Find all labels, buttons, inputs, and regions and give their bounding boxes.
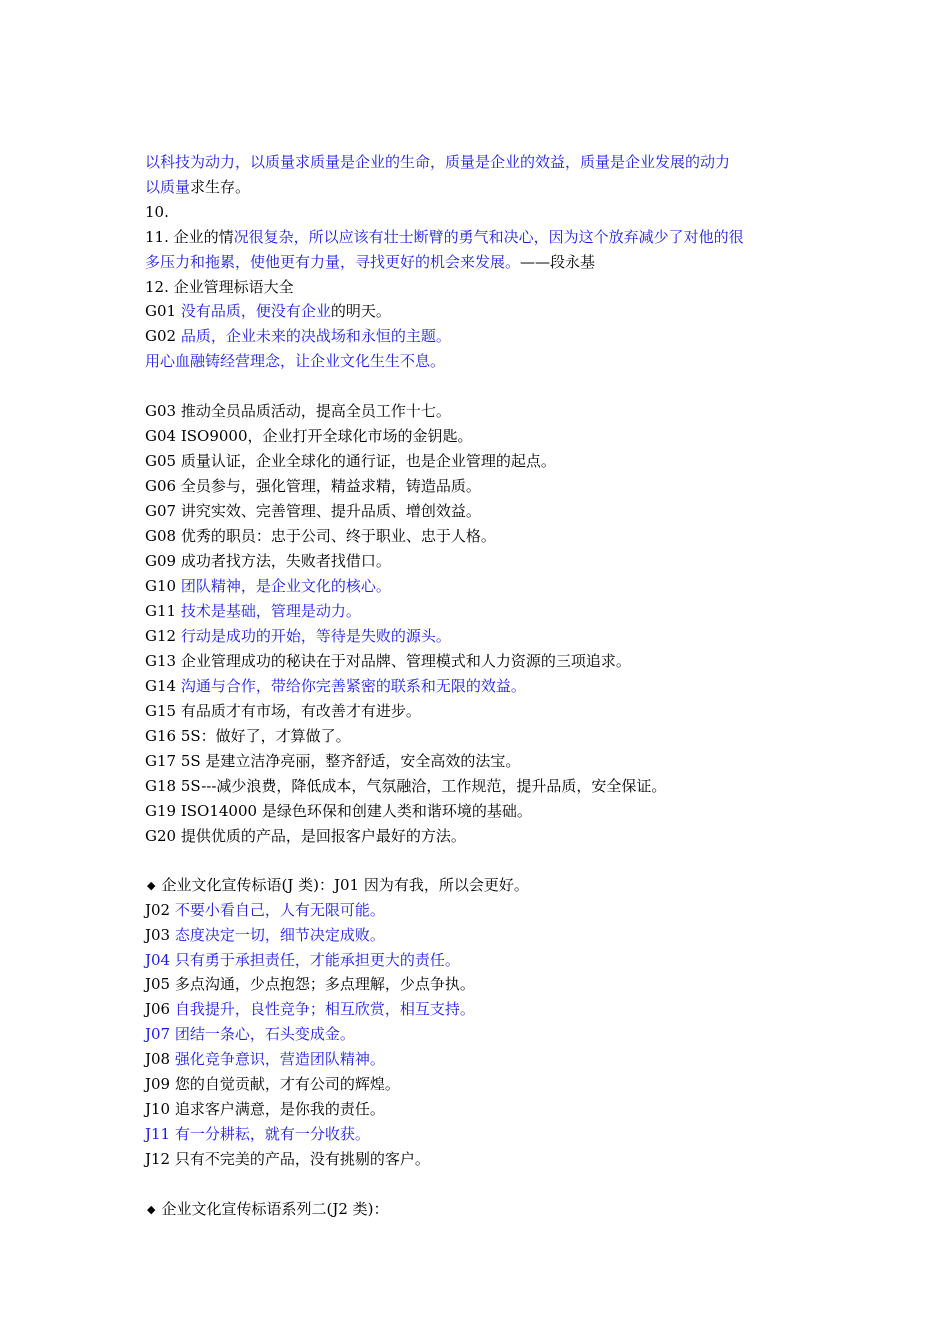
text-line	[145, 873, 529, 898]
text-segment: J02	[145, 901, 175, 919]
text-line	[145, 624, 451, 649]
text-line	[145, 449, 556, 474]
text-segment: 的明天。	[330, 302, 391, 320]
text-line	[145, 1197, 389, 1222]
text-line	[145, 898, 385, 923]
text-segment: 企业文化宣传标语系列二(J2 类)：	[161, 1200, 389, 1218]
text-segment: J08	[145, 1050, 175, 1068]
text-segment: J05 多点沟通，少点抱怨；多点理解，少点争执。	[145, 975, 475, 993]
text-segment: 10.	[145, 203, 169, 221]
text-segment: G06 全员参与，强化管理，精益求精，铸造品质。	[145, 477, 481, 495]
text-line	[145, 200, 169, 225]
diamond-bullet-icon: ◆	[147, 1203, 156, 1216]
text-segment: G09 成功者找方法，失败者找借口。	[145, 552, 391, 570]
text-line	[145, 1122, 370, 1147]
text-segment: J06	[145, 1000, 175, 1018]
text-segment: 企业文化宣传标语(J 类)：J01 因为有我，所以会更好。	[161, 876, 529, 894]
text-line	[145, 349, 445, 374]
text-segment: G08 优秀的职员：忠于公司、终于职业、忠于人格。	[145, 527, 496, 545]
text-line	[145, 250, 595, 275]
text-segment: G11	[145, 602, 181, 620]
text-line	[145, 324, 451, 349]
text-line	[145, 799, 532, 824]
text-line	[145, 524, 496, 549]
text-segment: G17 5S 是建立洁净亮丽，整齐舒适，安全高效的法宝。	[145, 752, 521, 770]
text-segment: 11. 企业的情	[145, 228, 234, 246]
text-segment: G16 5S：做好了，才算做了。	[145, 727, 351, 745]
text-segment: G01	[145, 302, 181, 320]
text-line	[145, 724, 351, 749]
text-segment: 团队精神，是企业文化的核心。	[180, 577, 391, 595]
text-line	[145, 699, 421, 724]
text-segment: 不要小看自己，人有无限可能。	[174, 901, 385, 919]
text-line	[145, 997, 475, 1022]
text-segment: ——段永基	[520, 253, 596, 271]
text-line	[145, 674, 526, 699]
text-line	[145, 649, 631, 674]
text-segment: J10 追求客户满意，是你我的责任。	[145, 1100, 385, 1118]
text-line	[145, 1147, 430, 1172]
text-segment: J04 只有勇于承担责任，才能承担更大的责任。	[145, 951, 460, 969]
text-segment: G04 ISO9000，企业打开全球化市场的金钥匙。	[145, 427, 473, 445]
text-segment: G10	[145, 577, 181, 595]
text-segment: 以科技为动力，以质量求质量是企业的生命，质量是企业的效益，质量是企业发展的动力	[145, 153, 731, 171]
text-line	[145, 599, 361, 624]
text-segment: 态度决定一切，细节决定成败。	[174, 926, 385, 944]
text-segment: J03	[145, 926, 175, 944]
text-line	[145, 225, 744, 250]
text-segment: G05 质量认证，企业全球化的通行证，也是企业管理的起点。	[145, 452, 556, 470]
text-segment: J12 只有不完美的产品，没有挑剔的客户。	[145, 1150, 430, 1168]
text-line	[145, 774, 666, 799]
text-segment: G18 5S---减少浪费，降低成本，气氛融洽，工作规范，提升品质，安全保证。	[145, 777, 667, 795]
text-segment: 强化竞争意识，营造团队精神。	[174, 1050, 385, 1068]
diamond-bullet-icon: ◆	[147, 879, 156, 892]
text-line	[145, 549, 391, 574]
text-line	[145, 399, 451, 424]
text-line	[145, 574, 391, 599]
text-segment: 行动是成功的开始，等待是失败的源头。	[180, 627, 451, 645]
text-segment: G13 企业管理成功的秘诀在于对品牌、管理模式和人力资源的三项追求。	[145, 652, 631, 670]
text-segment: G15 有品质才有市场，有改善才有进步。	[145, 702, 421, 720]
text-segment: G12	[145, 627, 181, 645]
text-line	[145, 275, 294, 300]
text-line	[145, 299, 391, 324]
text-line	[145, 749, 520, 774]
text-segment: G02	[145, 327, 181, 345]
text-segment: 求生存。	[190, 178, 251, 196]
text-segment: G03 推动全员品质活动，提高全员工作十七。	[145, 402, 451, 420]
text-line	[145, 1072, 400, 1097]
text-line	[145, 175, 250, 200]
text-segment: 况很复杂，所以应该有壮士断臂的勇气和决心，因为这个放弃减少了对他的很	[233, 228, 744, 246]
text-segment: 12. 企业管理标语大全	[145, 278, 294, 296]
text-segment: 沟通与合作，带给你完善紧密的联系和无限的效益。	[180, 677, 526, 695]
text-segment: J11 有一分耕耘，就有一分收获。	[145, 1125, 370, 1143]
text-line	[145, 499, 481, 524]
text-line	[145, 923, 385, 948]
text-line	[145, 474, 481, 499]
text-segment: G07 讲究实效、完善管理、提升品质、增创效益。	[145, 502, 481, 520]
text-segment: G20 提供优质的产品，是回报客户最好的方法。	[145, 827, 466, 845]
text-segment: 以质量	[145, 178, 191, 196]
text-segment: 没有品质，便没有企业	[180, 302, 331, 320]
text-segment: 用心血融铸经营理念，让企业文化生生不息。	[145, 352, 446, 370]
text-line	[145, 948, 460, 973]
text-line	[145, 1022, 355, 1047]
text-segment: G14	[145, 677, 181, 695]
text-segment: 技术是基础，管理是动力。	[180, 602, 361, 620]
text-segment: J09 您的自觉贡献，才有公司的辉煌。	[145, 1075, 400, 1093]
text-line	[145, 424, 473, 449]
text-line	[145, 1047, 385, 1072]
text-segment: 品质，企业未来的决战场和永恒的主题。	[180, 327, 451, 345]
text-line	[145, 150, 730, 175]
text-segment: 自我提升，良性竞争；相互欣赏，相互支持。	[174, 1000, 475, 1018]
text-line	[145, 972, 475, 997]
text-line	[145, 824, 466, 849]
text-segment: J07 团结一条心，石头变成金。	[145, 1025, 355, 1043]
text-segment: 多压力和拖累，使他更有力量，寻找更好的机会来发展。	[145, 253, 521, 271]
text-line	[145, 1097, 385, 1122]
text-segment: G19 ISO14000 是绿色环保和创建人类和谐环境的基础。	[145, 802, 532, 820]
